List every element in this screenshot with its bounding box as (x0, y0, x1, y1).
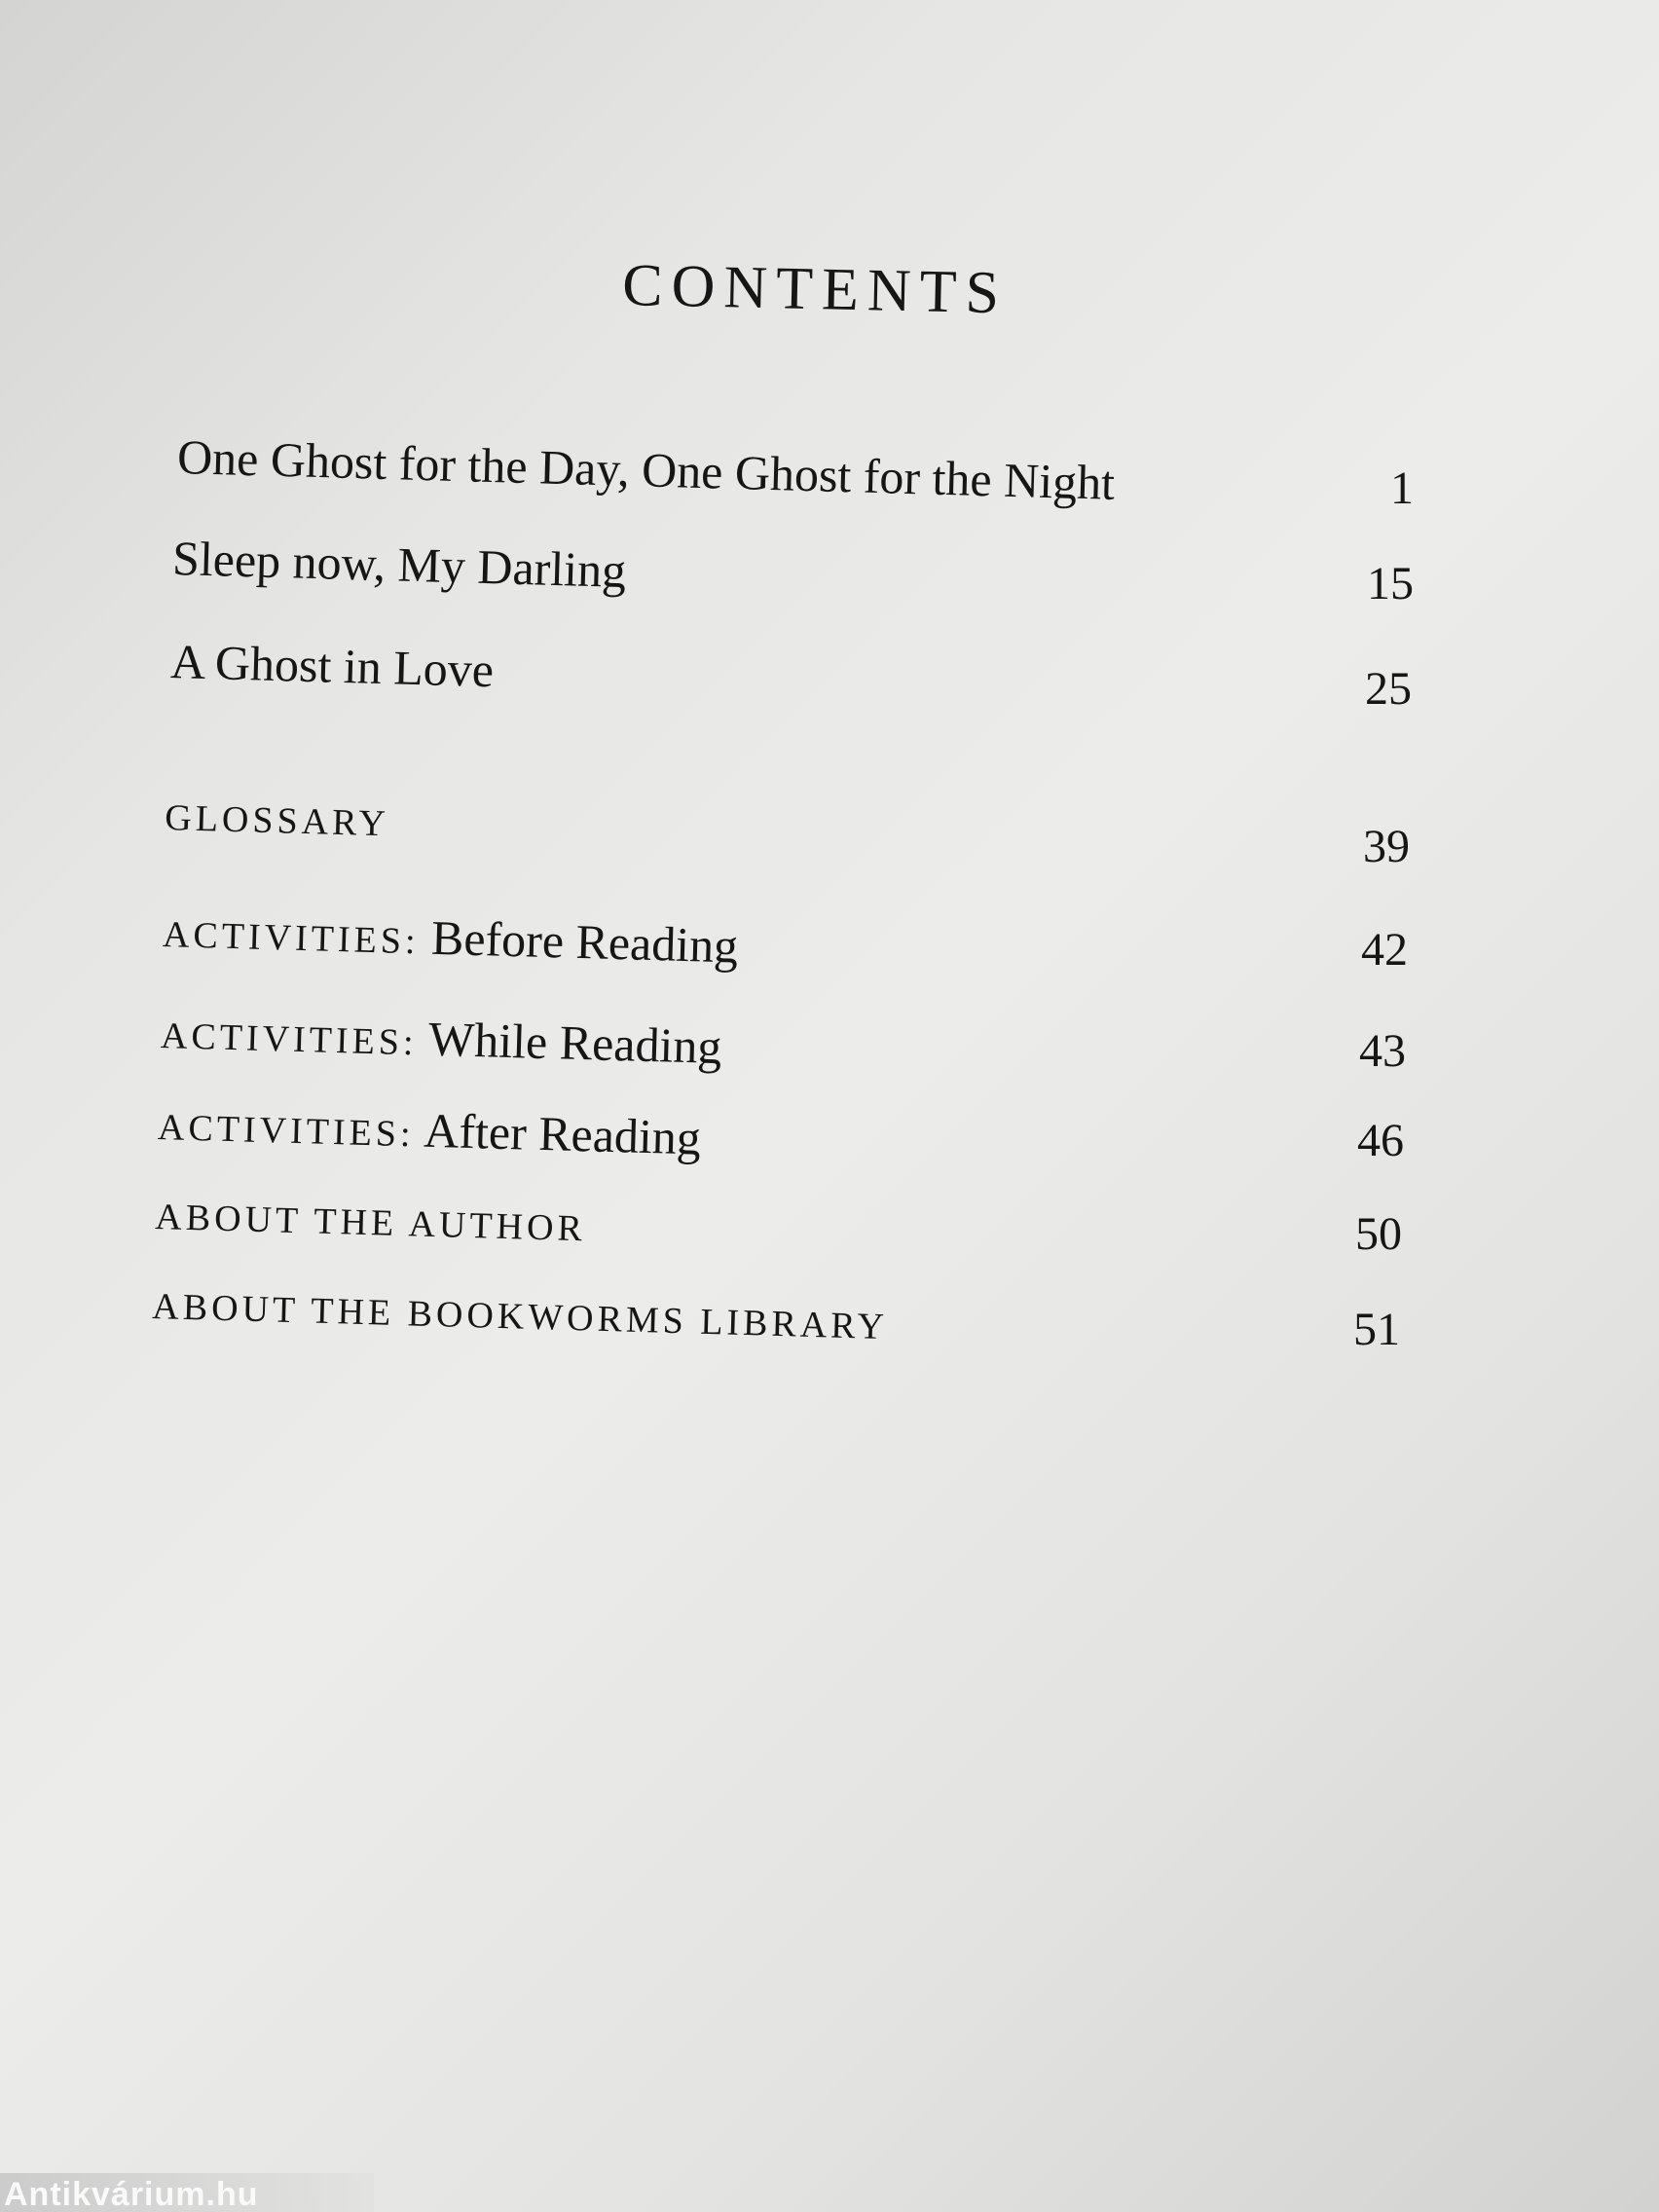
toc-entry-title: A Ghost in Love (169, 633, 495, 698)
toc-entry-title: ABOUT THE AUTHOR (154, 1196, 587, 1250)
toc-page-number: 15 (1367, 558, 1414, 609)
toc-entry-6 (160, 1003, 722, 1075)
watermark: Antikvárium.hu (0, 2173, 374, 2212)
toc-entry-8 (155, 1196, 587, 1250)
toc-entry-title: Before Reading (430, 909, 739, 974)
toc-entry-title: Sleep now, My Darling (171, 530, 627, 598)
toc-page-number: 51 (1353, 1304, 1400, 1355)
toc-entry-prefix: ACTIVITIES: (157, 1106, 416, 1156)
toc-page-number: 39 (1363, 821, 1410, 872)
toc-entry-2 (171, 530, 627, 599)
toc-entry-5 (162, 902, 739, 974)
toc-entry-prefix: ACTIVITIES: (162, 913, 421, 963)
toc-page-number: 1 (1390, 462, 1414, 514)
toc-entry-title: While Reading (427, 1011, 723, 1075)
toc-entry-prefix: ACTIVITIES: (160, 1014, 419, 1064)
toc-entry-title: GLOSSARY (164, 796, 390, 845)
toc-entry-title: After Reading (423, 1102, 702, 1165)
toc-page-number: 50 (1355, 1208, 1402, 1260)
toc-page-number: 43 (1359, 1025, 1406, 1077)
toc-entry-3 (169, 633, 494, 698)
toc-entry-4 (165, 796, 390, 845)
toc-entry-title: One Ghost for the Day, One Ghost for the Night (176, 428, 1116, 510)
toc-page-number: 42 (1361, 924, 1408, 976)
toc-entry-title: ABOUT THE BOOKWORMS LIBRARY (151, 1285, 889, 1348)
toc-entry-9 (152, 1285, 889, 1348)
toc-entry-7 (157, 1094, 701, 1166)
toc-page-number: 46 (1357, 1115, 1404, 1166)
toc-entry-1 (176, 428, 1115, 511)
page-title: CONTENTS (621, 251, 1009, 327)
toc-page-number: 25 (1365, 663, 1412, 715)
